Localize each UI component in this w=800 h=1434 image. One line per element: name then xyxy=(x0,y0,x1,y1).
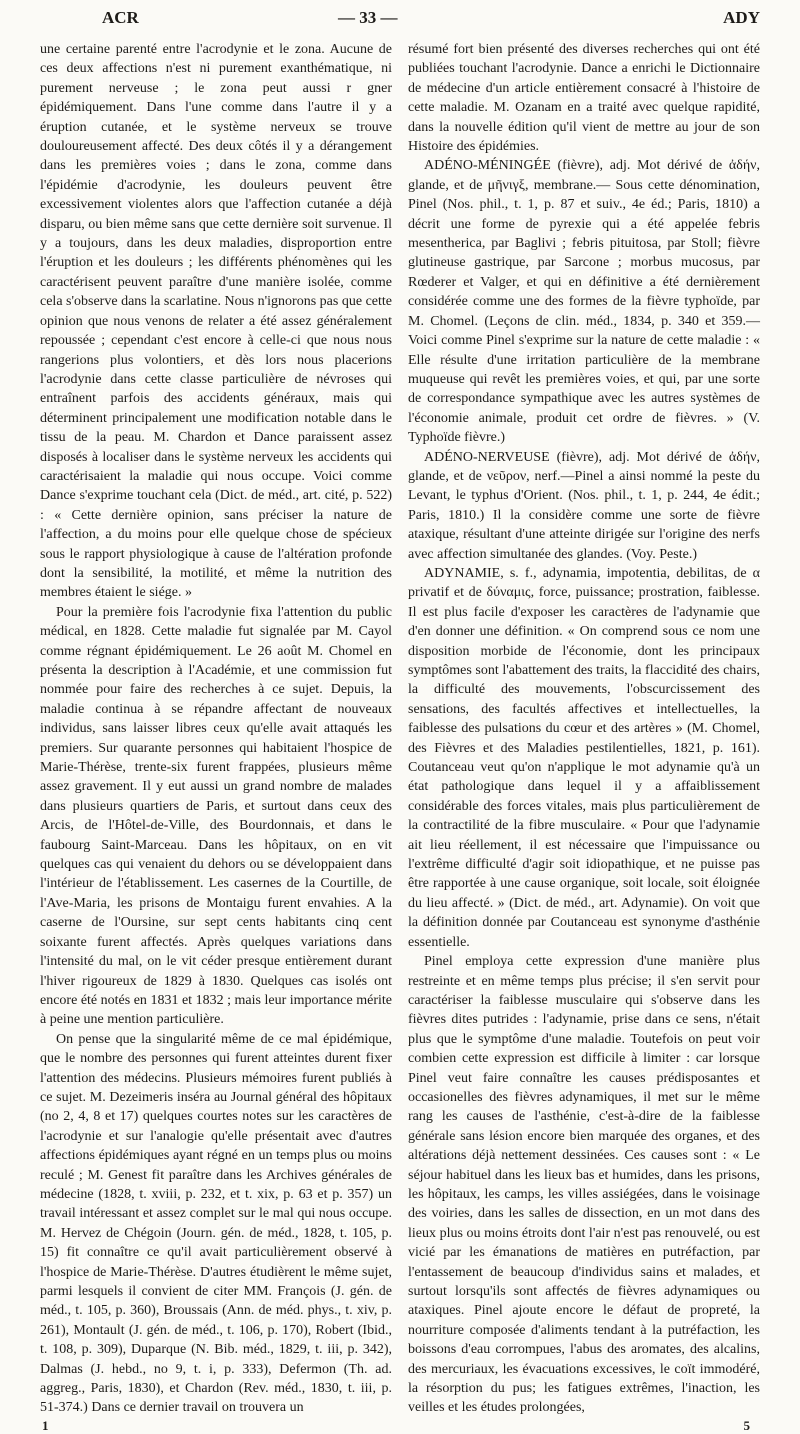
page-number: — 33 — xyxy=(338,8,398,27)
left-column xyxy=(40,40,392,1433)
right-column xyxy=(408,40,760,1433)
left-signature-mark: 1 xyxy=(42,1417,49,1433)
text-columns xyxy=(40,40,760,1433)
right-paragraph-3: ADÉNO-NERVEUSE (fièvre), adj. Mot dérivé de ἀδήν, glande, et de νεῦρον, nerf.—Pinel a ainsi nommé la peste du Levant, le typhus d'Orient. (Nos. phil., t. 1, p. 244, 4e édit.; Paris, 1810.) Il la considère comme une sorte de fièvre ataxique, résultant d'une atteinte dirigée sur l'origine des nerfs avec affection simultanée des glandes. (Voy. Peste.) xyxy=(408,449,760,562)
left-paragraph-3: On pense que la singularité même de ce mal épidémique, que le nombre des personnes qui furent atteintes durent fixer l'attention des médecins. Plusieurs mémoires furent publiés à ce sujet. M. Dezeimeris inséra au Journal général des hôpitaux (no 2, 4, 8 et 17) quelques courtes notes sur les caractères de l'acrodynie et sur l'analogie qu'elle présentait avec d'autres affections épidémiques ayant régné en un temps plus ou moins reculé ; M. Genest fit paraître dans les Archives générales de médecine (1828, t. xviii, p. 232, et t. xix, p. 63 et p. 357) un travail intéressant et assez complet sur le mal qui nous occupe. M. Hervez de Chégoin (Journ. gén. de méd., 1828, t. 105, p. 15) fit connaître ce qu'il avait particulièrement observé à l'hospice de Marie-Thérèse. D'autres étudièrent le même sujet, parmi lesquels il convient de citer MM. François (J. gén. de méd., t. 105, p. 360), Broussais (Ann. de méd. phys., t. xiv, p. 261), Montault (J. gén. de méd., t. 106, p. 170), Robert (Ibid., t. 108, p. 309), Duparque (N. Bib. méd., 1829, t. iii, p. 342), Dalmas (J. hebd., no 9, t. i, p. 333), Defermon (Th. ad. aggreg., Paris, 1830), et Chardon (Rev. méd., 1830, t. iii, p. 51-374.) Dans ce dernier travail on trouvera un xyxy=(40,1031,392,1416)
running-header xyxy=(40,8,760,38)
right-signature-mark: 5 xyxy=(743,1417,750,1433)
right-paragraph-5: Pinel employa cette expression d'une manière plus restreinte et en même temps plus précise; il s'en servit pour caractériser la faiblesse musculaire qui s'observe dans les fièvres dites putrides : l'adynamie, prise dans ce sens, n'était plus que le symptôme d'une maladie. Toutefois on peut voir combien cette expression est difficile à limiter : car lorsque Pinel veut faire connaître les causes prédisposantes et occasionelles des fièvres adynamiques, il met sur le même rang les causes de l'asthénie, c'est-à-dire de la faiblesse générale sans lésion encore bien marquée des organes, et des altérations déjà nettement dessinées. Ces causes sont : « Le séjour habituel dans les lieux bas et humides, dans les prisons, les hôpitaux, les camps, les villes assiégées, dans le voisinage des voiries, dans les salles de dissection, en un mot dans des lieux plus ou moins étroits dont l'air n'est pas renouvelé, ou est vicié par les émanations de matières en putréfaction, par l'entassement de beaucoup d'individus sains et malades, et surtout lorsqu'ils sont affectés de fièvres adynamiques ou ataxiques. Pinel ajoute encore le défaut de propreté, la nourriture composée d'aliments tendant à la putréfaction, les boissons d'eau corrompues, l'abus des aromates, des alcalins, des mercuriaux, les évacuations excessives, le coït immodéré, la résorption du pus; les fatigues extrêmes, l'inaction, les veilles et les études prolongées, xyxy=(408,954,760,1416)
header-right-term: ADY xyxy=(723,8,760,27)
right-paragraph-2: ADÉNO-MÉNINGÉE (fièvre), adj. Mot dérivé de ἀδήν, glande, et de μῆνιγξ, membrane.— Sous cette dénomination, Pinel (Nos. phil., t. 1, p. 87 et suiv., 4e éd.; Paris, 1810) a décrit une forme de pyrexie qui a été appelée febris mesentherica, par Baglivi ; febris pituitosa, par Stoll; fièvre glutineuse gastrique, par Sarcone ; morbus mucosus, par Rœderer et Valger, et qui en définitive a été dernièrement considérée comme une des formes de la fièvre typhoïde, par M. Chomel. (Leçons de clin. méd., 1834, p. 340 et 359.—Voici comme Pinel s'exprime sur la nature de cette maladie : « Elle résulte d'une irritation particulière de la membrane muqueuse qui revêt les premières voies, et qui, par une sorte de correspondance sympathique avec les autres systèmes de l'économie animale, produit cet ordre de fièvres. » (V. Typhoïde fièvre.) xyxy=(408,158,760,446)
right-paragraph-4: ADYNAMIE, s. f., adynamia, impotentia, debilitas, de α privatif et de δύναμις, force, puissance; prostration, faiblesse. Il est plus facile d'exposer les caractères de l'adynamie que d'en donner une définition. « On comprend sous ce nom une disposition morbide de l'économie, dont les principaux symptômes sont l'abattement des traits, la flaccidité des chairs, la difficulté des mouvements, l'obscurcissement des sensations, des facultés affectives et intellectuelles, la faiblesse des pulsations du cœur et des artères » (M. Chomel, des Fièvres et des Maladies pestilentielles, 1821, p. 161). Coutanceau veut qu'on n'applique le mot adynamie qu'à un état pathologique dans lequel il y a affaiblissement considérable des forces vitales, mais plus particulièrement de la contractilité de la fibre musculaire. « Pour que l'adynamie ait lieu réellement, il est nécessaire que l'impuissance ou l'extrême difficulté d'agir soit idiopathique, et ne puisse pas être rapportée à une cause organique, soit locale, soit éloignée du lieu affecté. » (Dict. de méd., art. Adynamie). On voit que la définition donnée par Coutanceau est synonyme d'asthénie essentielle. xyxy=(408,565,760,950)
right-paragraph-1: résumé fort bien présenté des diverses recherches qui ont été publiées touchant l'acrodynie. Dance a enrichi le Dictionnaire de médecine d'un article entièrement consacré à l'histoire de cette maladie. M. Ozanam en a traité avec quelque rapidité, dans la nouvelle édition qu'il vient de mettre au jour de son Histoire des épidémies. xyxy=(408,42,760,155)
header-left-term: ACR xyxy=(102,8,139,27)
left-paragraph-1: une certaine parenté entre l'acrodynie et le zona. Aucune de ces deux affections n'est ni purement exanthématique, ni purement nerveuse ; le zona peut aussi r gner épidémiquement. Dans l'une comme dans l'autre il y a éruption cutanée, et le système nerveux se trouve douloureusement affecté. Des deux côtés il y a dérangement dans les premières voies ; dans le zona, comme dans l'épidémie d'acrodynie, les douleurs peuvent être excessivement violentes alors que l'affection cutanée a déjà disparu, ou bien même sans que cette dernière soit survenue. Il y a toujours, dans les deux maladies, disproportion entre l'éruption et les douleurs ; les différents phénomènes qui les caractérisent peuvent paraître d'une manière isolée, comme cela s'observe dans la scarlatine. Nous n'ignorons pas que cette opinion que nous venons de relater a été assez généralement repoussée ; cependant c'est encore à celle-ci que nous nous rangerions plus volontiers, et dès lors nous placerions l'acrodynie dans cette classe particulière de névroses qui entraînent parfois des accidents généraux, mais qui déterminent principalement une modification notable dans le tissu de la peau. M. Chardon et Dance paraissent assez disposés à localiser dans le système nerveux les accidents qui caractérisaient la maladie qui nous occupe. Voici comme Dance s'exprime touchant cela (Dict. de méd., art. cité, p. 522) : « Cette dernière opinion, sans préciser la nature de l'affection, a du moins pour elle quelque chose de spécieux sous le rapport physiologique à cause de l'altération profonde dont la sensibilité, la motilité, et même la nutrition des membres étaient le siége. » xyxy=(40,42,392,601)
left-paragraph-2: Pour la première fois l'acrodynie fixa l'attention du public médical, en 1828. Cette maladie fut signalée par M. Cayol comme régnant épidémiquement. Le 26 août M. Chomel en présenta la description à l'Académie, et une commission fut nommée pour faire des recherches à ce sujet. Depuis, la maladie continua à se répandre affectant de nouveaux individus, sans laisser libres ceux qu'elle avait attaqués les premiers. Sur quarante personnes qui habitaient l'hospice de Marie-Thérèse, trente-six furent frappées, plusieurs même assez gravement. Il y eut aussi un grand nombre de malades dans plusieurs quartiers de Paris, et surtout dans ceux des Arcis, de l'Hôtel-de-Ville, des Bourdonnais, et dans le faubourg Saint-Marceau. Dans les hôpitaux, on en vit quelques cas qui venaient du dehors ou se développaient dans l'intérieur de l'établissement. Les casernes de la Courtille, de l'Ave-Maria, les prisons de Montaigu furent envahies. A la caserne de l'Oursine, sur sept cents habitants cinq cent soixante furent affectés. Après quelques variations dans l'intensité du mal, on le vit céder presque entièrement durant l'hiver rigoureux de 1829 à 1830. Quelques cas isolés ont encore été notés en 1831 et 1832 ; mais leur importance mérite à peine une mention particulière. xyxy=(40,604,392,1028)
